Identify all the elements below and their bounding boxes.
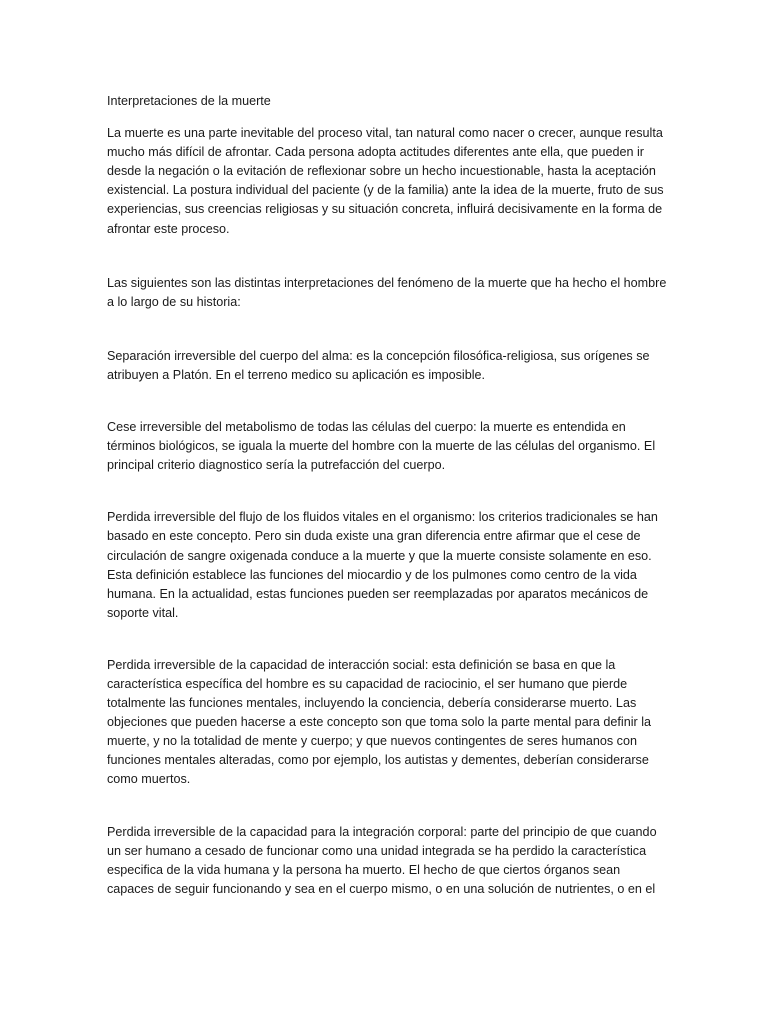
paragraph-social-interaction: Perdida irreversible de la capacidad de interacción social: esta definición se basa en que la característica específica del hombre es su capacidad de raciocinio, el ser humano que pierde totalmente las funciones mentales, incluyendo la conciencia, debería considerarse muerto. Las objeciones que pueden hacerse a este concepto son que toma solo la parte mental para definir la muerte, y no la totalidad de mente y cuerpo; y que nuevos contingentes de seres humanos con funciones mentales alteradas, como por ejemplo, los autistas y dementes, deberían considerarse como muertos.: [107, 657, 651, 787]
paragraph-cell-metabolism: Cese irreversible del metabolismo de todas las células del cuerpo: la muerte es entendida en términos biológicos, se iguala la muerte del hombre con la muerte de las células del organismo. El principal criterio diagnostico sería la putrefacción del cuerpo.: [107, 420, 656, 473]
document-page: [107, 92, 667, 899]
paragraph-vital-fluids: Perdida irreversible del flujo de los fluidos vitales en el organismo: los criterios tradicionales se han basado en este concepto. Pero sin duda existe una gran diferencia entre afirmar que el cese de circulación de sangre oxigenada conduce a la muerte y que la muerte consiste solamente en eso. Esta definición establece las funciones del miocardio y de los pulmones como centro de la vida humana. En la actualidad, estas funciones pueden ser reemplazadas por aparatos mecánicos de soporte vital.: [107, 510, 658, 620]
paragraph-intro: La muerte es una parte inevitable del proceso vital, tan natural como nacer o crecer, aunque resulta mucho más difícil de afrontar. Cada persona adopta actitudes diferentes ante ella, que pueden ir desde la negación o la evitación de reflexionar sobre un hecho incuestionable, hasta la aceptación existencial. La postura individual del paciente (y de la familia) ante la idea de la muerte, fruto de sus experiencias, sus creencias religiosas y su situación concreta, influirá decisivamente en la forma de afrontar este proceso.: [107, 126, 664, 236]
paragraph-separation-soul: Separación irreversible del cuerpo del alma: es la concepción filosófica-religiosa, sus orígenes se atribuyen a Platón. En el terreno medico su aplicación es imposible.: [107, 348, 650, 382]
paragraph-list-intro: Las siguientes son las distintas interpretaciones del fenómeno de la muerte que ha hecho el hombre a lo largo de su historia:: [107, 275, 667, 309]
paragraph-body-integration: Perdida irreversible de la capacidad para la integración corporal: parte del principio de que cuando un ser humano a cesado de funcionar como una unidad integrada se ha perdido la característica especifica de la vida humana y la persona ha muerto. El hecho de que ciertos órganos sean capaces de seguir funcionando y sea en el cuerpo mismo, o en una solución de nutrientes, o en el: [107, 824, 657, 896]
document-title: Interpretaciones de la muerte: [107, 94, 271, 108]
